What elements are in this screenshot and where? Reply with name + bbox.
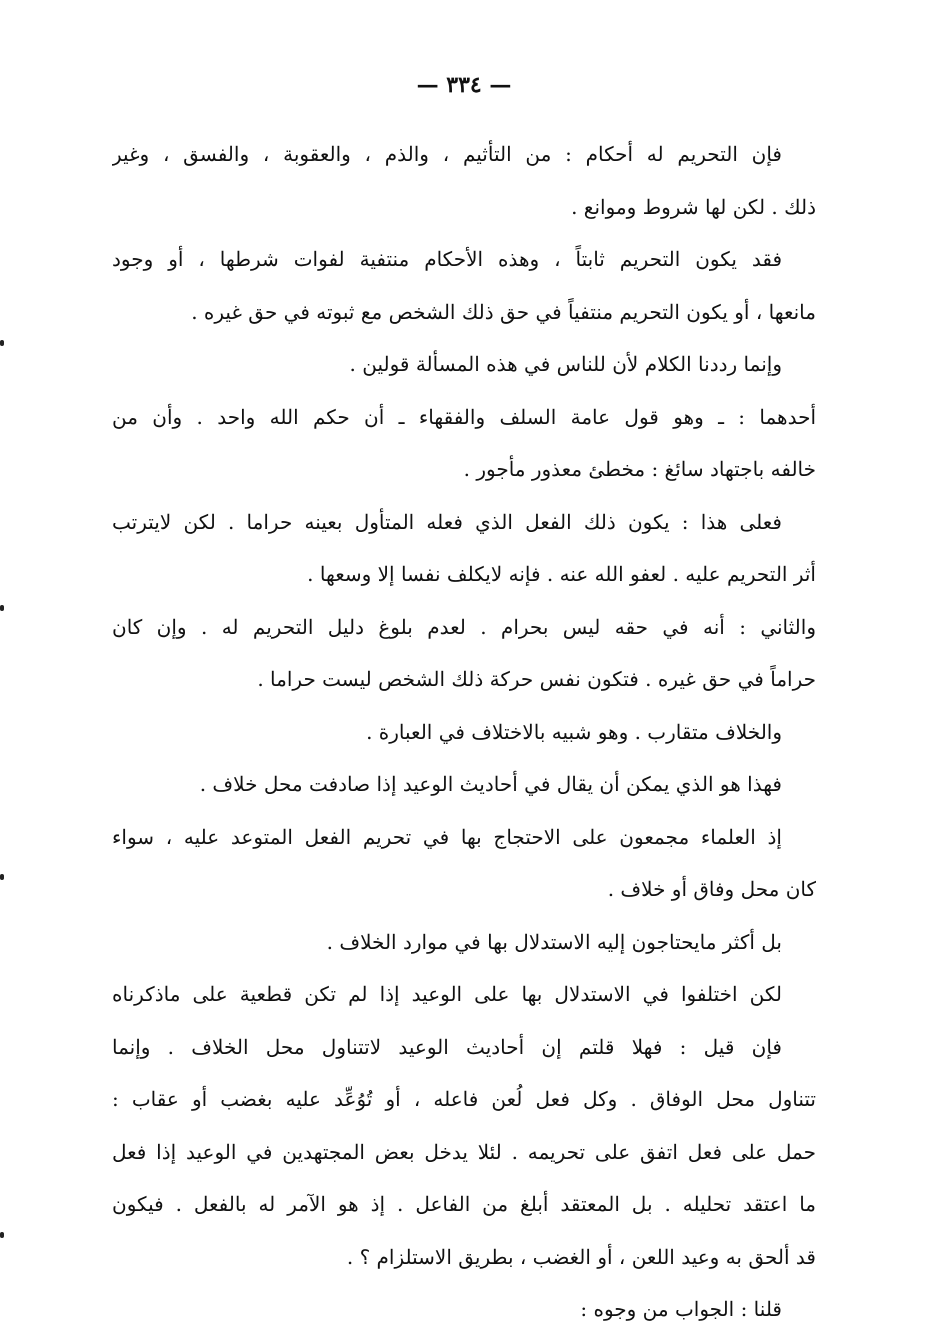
text-line: حمل على فعل اتفق على تحريمه . لئلا يدخل بعض المجتهدين في الوعيد إذا فعل — [112, 1139, 816, 1164]
text-line: خالفه باجتهاد سائغ : مخطئ معذور مأجور . — [463, 457, 816, 481]
text-line: فإن قيل : فهلا قلتم إن أحاديث الوعيد لاتتناول محل الخلاف . وإنما — [112, 1034, 782, 1059]
text-line: قلنا : الجواب من وجوه : — [580, 1297, 782, 1321]
text-line: والخلاف متقارب . وهو شبيه بالاختلاف في العبارة . — [366, 719, 782, 744]
text-line: مانعها ، أو يكون التحريم منتفياً في حق ذلك الشخص مع ثبوته في حق غيره . — [191, 299, 816, 324]
text-line: تتناول محل الوفاق . وكل فعل لُعن فاعله ، أو تُوُعِّد عليه بغضب أو عقاب : — [112, 1087, 816, 1111]
text-line: فعلى هذا : يكون ذلك الفعل الذي فعله المتأول بعينه حراما . لكن لايترتب — [112, 509, 782, 534]
text-line: وإنما رددنا الكلام لأن للناس في هذه المسألة قولين . — [349, 352, 782, 376]
text-line: حراماً في حق غيره . فتكون نفس حركة ذلك الشخص ليست حراما . — [257, 667, 816, 691]
text-line: كان محل وفاق أو خلاف . — [607, 877, 816, 901]
text-line: فقد يكون التحريم ثابتاً ، وهذه الأحكام منتفية لفوات شرطها ، أو وجود — [112, 247, 782, 271]
text-line: بل أكثر مايحتاجون إليه الاستدلال بها في موارد الخلاف . — [326, 929, 782, 954]
text-line: أثر التحريم عليه . لعفو الله عنه . فإنه لايكلف نفسا إلا وسعها . — [307, 562, 816, 586]
text-line: فإن التحريم له أحكام : من التأثيم ، والذم ، والعقوبة ، والفسق ، وغير — [112, 142, 782, 166]
text-line: ذلك . لكن لها شروط وموانع . — [571, 194, 816, 219]
binding-hole-mark — [0, 1232, 4, 1238]
text-line: ما اعتقد تحليله . بل المعتقد أبلغ من الفاعل . إذ هو الآمر له بالفعل . فيكون — [112, 1192, 816, 1216]
text-line: أحدهما : ـ وهو قول عامة السلف والفقهاء ـ أن حكم الله واحد . وأن من — [112, 404, 816, 429]
page-number: — ٣٣٤ — — [416, 72, 512, 98]
text-line: لكن اختلفوا في الاستدلال بها على الوعيد إذا لم تكن قطعية على ماذكرناه — [112, 982, 782, 1006]
binding-hole-mark — [0, 340, 4, 346]
text-line: إذ العلماء مجمعون على الاحتجاج بها في تحريم الفعل المتوعد عليه ، سواء — [112, 824, 782, 849]
binding-hole-mark — [0, 605, 4, 611]
text-line: والثاني : أنه في حقه ليس بحرام . لعدم بلوغ دليل التحريم له . وإن كان — [112, 614, 816, 639]
text-line: فهذا هو الذي يمكن أن يقال في أحاديث الوعيد إذا صادفت محل خلاف . — [199, 772, 782, 796]
body-text — [112, 128, 816, 1336]
binding-hole-mark — [0, 874, 4, 880]
text-line: قد ألحق به وعيد اللعن ، أو الغضب ، بطريق الاستلزام ؟ . — [346, 1244, 816, 1269]
